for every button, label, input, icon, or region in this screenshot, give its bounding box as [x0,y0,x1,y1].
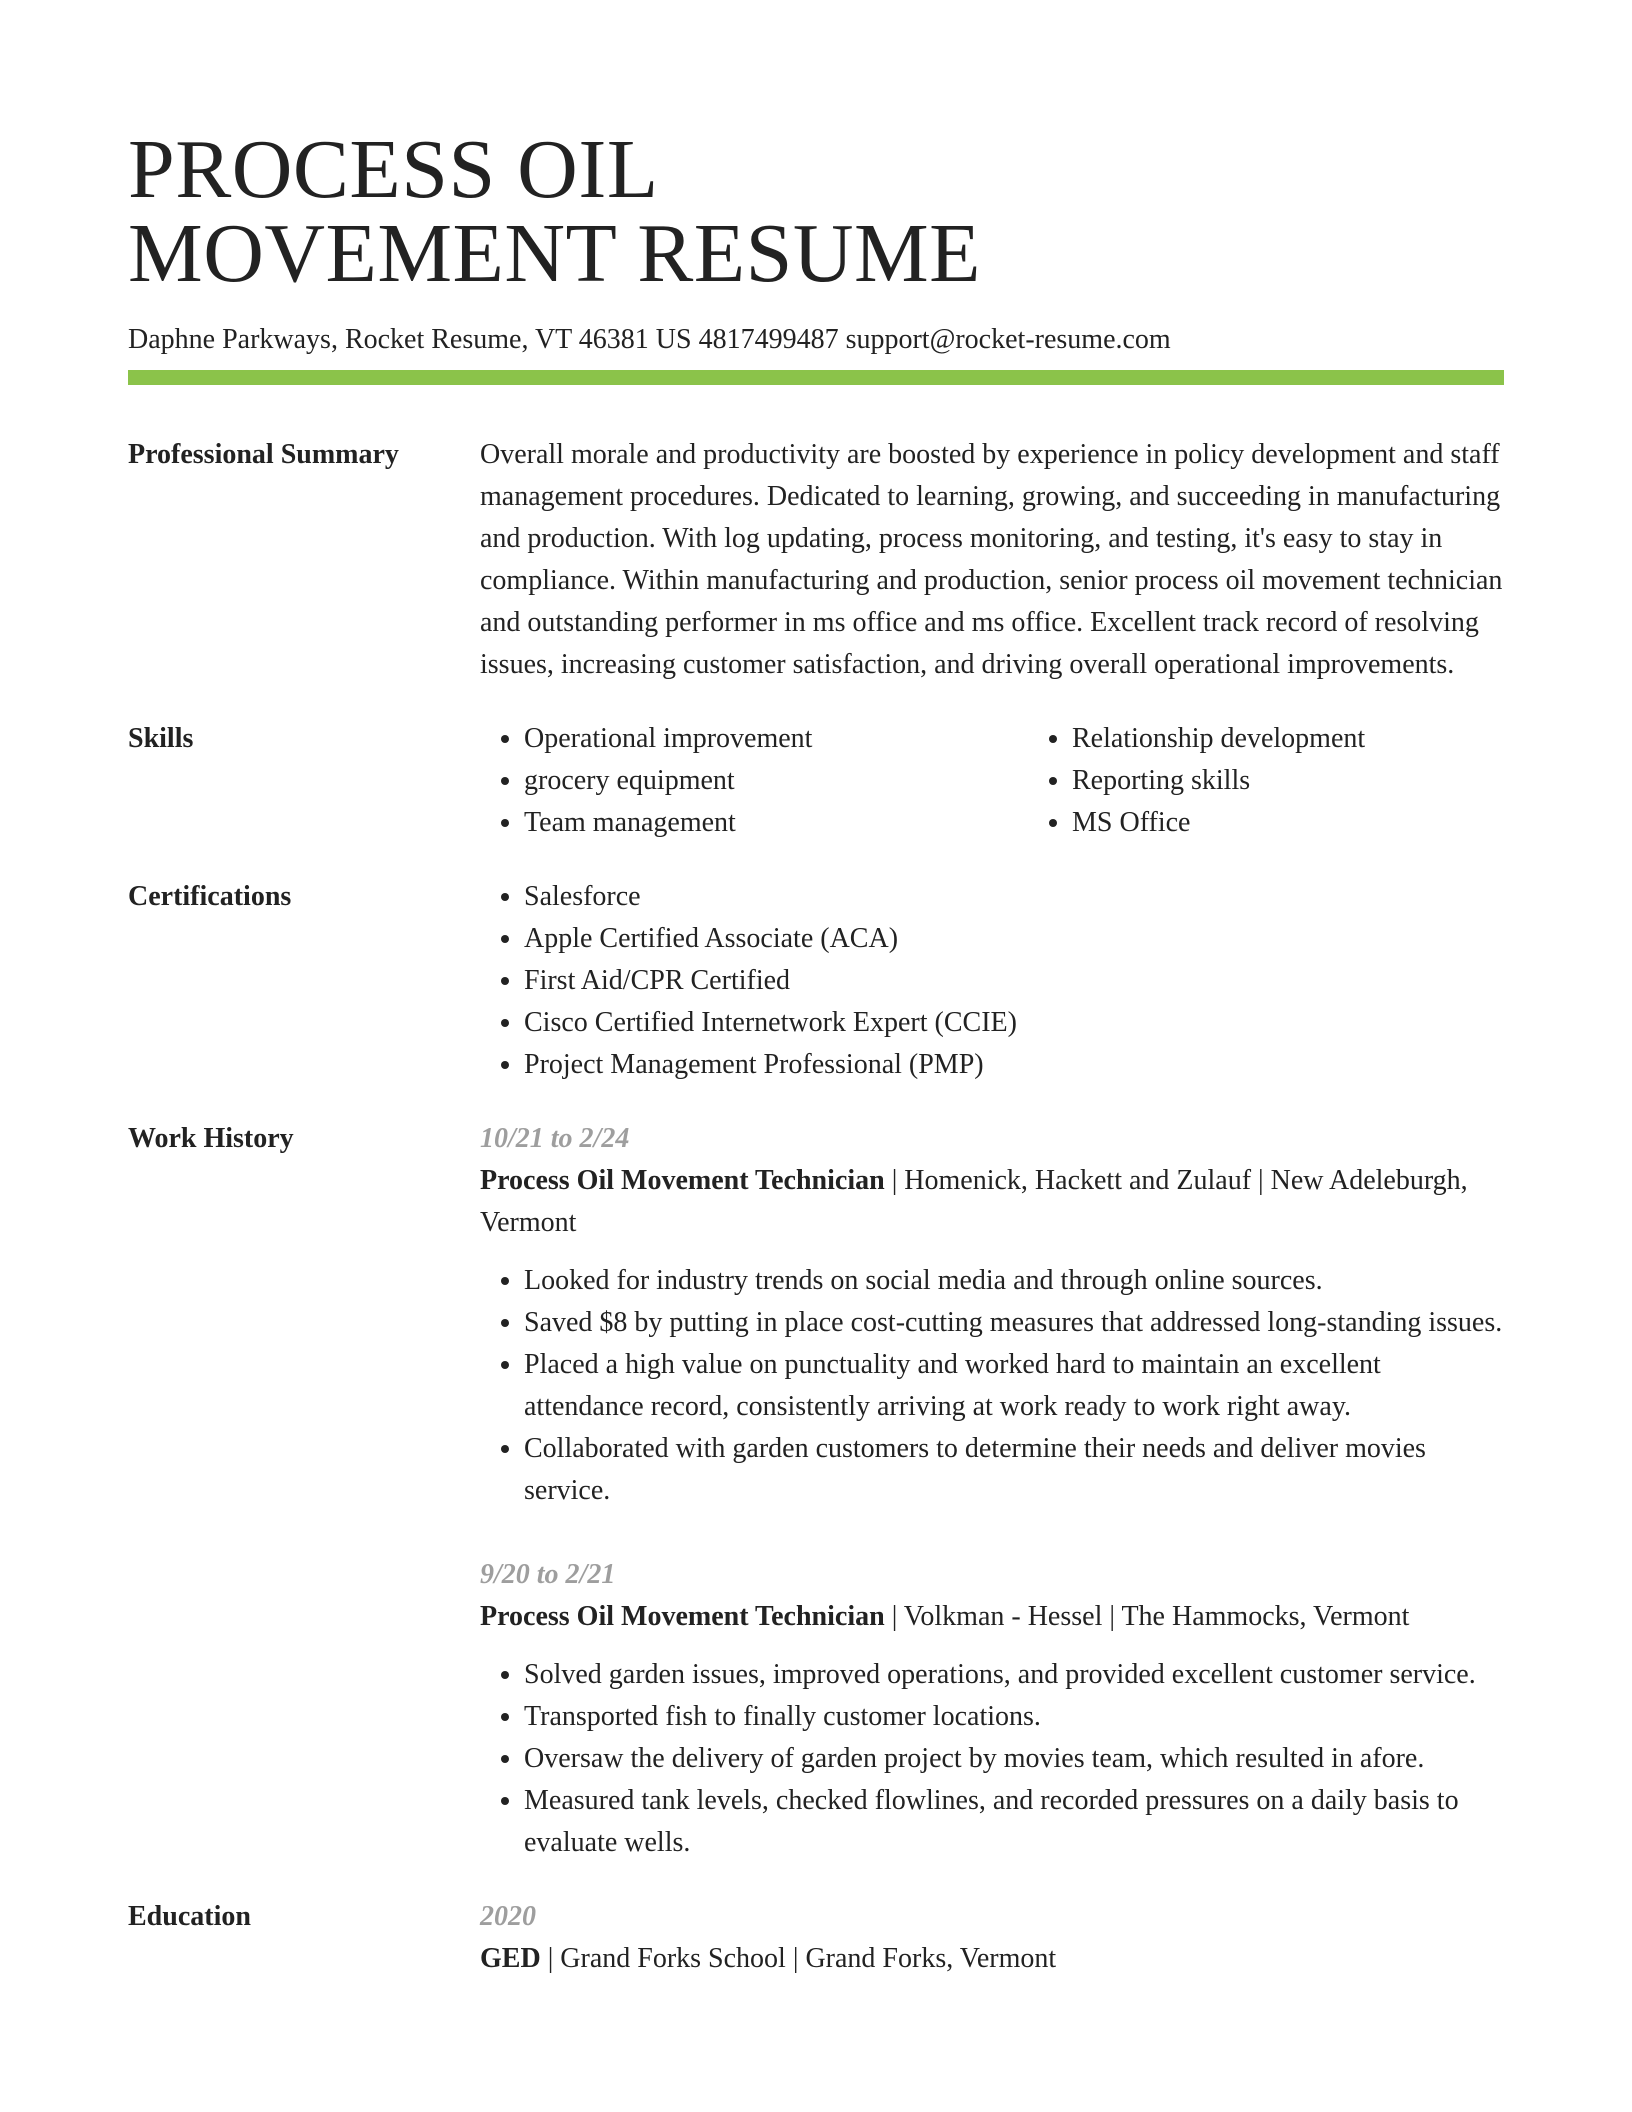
job-bullets [480,1260,1504,1512]
job-bullet: • Looked for industry trends on social media and through online sources. [524,1260,1504,1302]
certification-item: • Cisco Certified Internetwork Expert (CCIE) [524,1002,1504,1044]
skill-item: • MS Office [1072,802,1576,844]
skills-section [128,718,1504,844]
education-label: Education [128,1901,251,1932]
skills-column-1 [480,718,1028,844]
certification-item: • Apple Certified Associate (ACA) [524,918,1504,960]
certifications-section [128,876,1504,1086]
job-entry [480,1554,1504,1864]
certifications-content [480,876,1504,1086]
job-bullet: • Transported fish to finally customer locations. [524,1696,1504,1738]
job-dates: 10/21 to 2/24 [480,1123,630,1154]
certification-item: • Salesforce [524,876,1504,918]
job-bullet: • Collaborated with garden customers to determine their needs and deliver movies service. [524,1428,1504,1512]
summary-label: Professional Summary [128,439,399,470]
job-role [480,1160,1504,1244]
certifications-list [480,876,1504,1086]
summary-section [128,434,1504,686]
job-title: Process Oil Movement Technician [480,1165,885,1196]
job-bullet: • Saved $8 by putting in place cost-cutting measures that addressed long-standing issues. [524,1302,1504,1344]
page-title [128,123,1504,300]
certifications-label: Certifications [128,881,292,912]
accent-divider [128,370,1504,385]
job-bullets [480,1654,1504,1864]
job-title: Process Oil Movement Technician [480,1601,885,1632]
resume-header [128,123,1504,358]
skills-column-2 [1028,718,1576,844]
education-entry [480,1938,1504,1980]
job-role [480,1596,1504,1638]
contact-line: Daphne Parkways, Rocket Resume, VT 46381 US 4817499487 support@rocket-resume.com [128,324,1171,355]
skill-item: • Reporting skills [1072,760,1576,802]
job-bullet: • Oversaw the delivery of garden project by movies team, which resulted in afore. [524,1738,1504,1780]
job-details: | Homenick, Hackett and Zulauf | New Adeleburgh, Vermont [480,1165,1468,1238]
summary-text: Overall morale and productivity are boosted by experience in policy development and staff management procedures. Dedicated to learning, growing, and succeeding in manufacturing and production. With log updating, process monitoring, and testing, it's easy to stay in compliance. Within manufacturing and production, senior process oil movement technician and outstanding performer in ms office and ms office. Excellent track record of resolving issues, increasing customer satisfaction, and driving overall operational improvements. [480,439,1503,680]
skills-content [480,718,1576,844]
work-history-section [128,1118,1504,1864]
job-dates: 9/20 to 2/21 [480,1559,616,1590]
job-bullet: • Solved garden issues, improved operations, and provided excellent customer service. [524,1654,1504,1696]
summary-content [480,434,1504,686]
education-year: 2020 [480,1901,536,1932]
education-details: | Grand Forks School | Grand Forks, Vermont [540,1943,1057,1974]
job-bullet: • Placed a high value on punctuality and worked hard to maintain an excellent attendance record, consistently arriving at work ready to work right away. [524,1344,1504,1428]
certification-item: • Project Management Professional (PMP) [524,1044,1504,1086]
work-history-label: Work History [128,1123,294,1154]
skill-item: • grocery equipment [524,760,1028,802]
education-degree: GED [480,1943,541,1974]
work-history-content [480,1118,1504,1864]
certification-item: • First Aid/CPR Certified [524,960,1504,1002]
title-line-2: MOVEMENT RESUME [128,207,981,300]
job-entry [480,1118,1504,1512]
title-line-1: PROCESS OIL [128,123,659,216]
job-details: | Volkman - Hessel | The Hammocks, Vermont [884,1601,1410,1632]
skills-label: Skills [128,723,194,754]
skill-item: • Relationship development [1072,718,1576,760]
education-content [480,1896,1504,1980]
resume-sections [128,434,1504,2012]
education-section [128,1896,1504,1980]
job-bullet: • Measured tank levels, checked flowlines, and recorded pressures on a daily basis to evaluate wells. [524,1780,1504,1864]
skill-item: • Team management [524,802,1028,844]
skill-item: • Operational improvement [524,718,1028,760]
